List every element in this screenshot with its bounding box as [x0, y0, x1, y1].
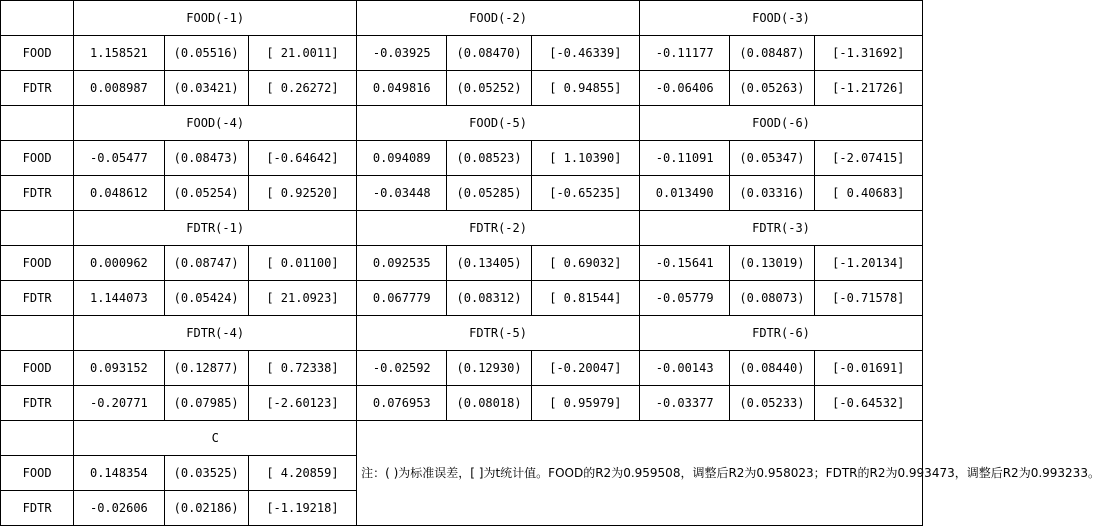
- value-cell: (0.05424): [164, 281, 248, 316]
- header-row: [1, 106, 923, 141]
- equation-name: FOOD: [1, 456, 74, 491]
- header-row: [1, 1, 923, 36]
- value-cell: (0.07985): [164, 386, 248, 421]
- value-cell: 0.092535: [357, 246, 447, 281]
- value-cell: -0.03377: [640, 386, 730, 421]
- header-row: [1, 211, 923, 246]
- value-cell: 0.094089: [357, 141, 447, 176]
- value-cell: [ 0.69032]: [531, 246, 639, 281]
- value-cell: (0.13019): [730, 246, 814, 281]
- equation-name: FOOD: [1, 351, 74, 386]
- value-cell: [ 0.95979]: [531, 386, 639, 421]
- value-cell: 0.148354: [74, 456, 164, 491]
- value-cell: 0.067779: [357, 281, 447, 316]
- regressor-header: FDTR(-2): [357, 211, 640, 246]
- value-cell: [-1.31692]: [814, 36, 922, 71]
- value-cell: (0.05263): [730, 71, 814, 106]
- value-cell: [ 0.72338]: [248, 351, 356, 386]
- value-cell: (0.03525): [164, 456, 248, 491]
- value-cell: -0.05779: [640, 281, 730, 316]
- value-cell: -0.00143: [640, 351, 730, 386]
- value-cell: [-1.20134]: [814, 246, 922, 281]
- value-cell: 1.144073: [74, 281, 164, 316]
- value-cell: (0.08440): [730, 351, 814, 386]
- value-cell: [-0.65235]: [531, 176, 639, 211]
- equation-name: FDTR: [1, 71, 74, 106]
- regressor-header: FOOD(-3): [640, 1, 923, 36]
- equation-row: [1, 36, 923, 71]
- value-cell: -0.02592: [357, 351, 447, 386]
- regressor-header: FOOD(-6): [640, 106, 923, 141]
- value-cell: -0.02606: [74, 491, 164, 526]
- equation-row: [1, 71, 923, 106]
- value-cell: [-1.19218]: [248, 491, 356, 526]
- value-cell: (0.05347): [730, 141, 814, 176]
- value-cell: 0.048612: [74, 176, 164, 211]
- value-cell: (0.05254): [164, 176, 248, 211]
- value-cell: -0.15641: [640, 246, 730, 281]
- value-cell: (0.05252): [447, 71, 531, 106]
- regressor-header: FDTR(-6): [640, 316, 923, 351]
- value-cell: 0.093152: [74, 351, 164, 386]
- equation-row: [1, 141, 923, 176]
- regressor-header: FOOD(-1): [74, 1, 357, 36]
- value-cell: [-1.21726]: [814, 71, 922, 106]
- value-cell: 0.049816: [357, 71, 447, 106]
- regressor-header: FDTR(-4): [74, 316, 357, 351]
- equation-name: FDTR: [1, 491, 74, 526]
- value-cell: [-2.60123]: [248, 386, 356, 421]
- value-cell: [ 0.81544]: [531, 281, 639, 316]
- corner-cell: [1, 421, 74, 456]
- corner-cell: [1, 211, 74, 246]
- value-cell: (0.08473): [164, 141, 248, 176]
- value-cell: 0.076953: [357, 386, 447, 421]
- value-cell: [-0.71578]: [814, 281, 922, 316]
- value-cell: (0.08523): [447, 141, 531, 176]
- equation-row: [1, 176, 923, 211]
- value-cell: (0.05233): [730, 386, 814, 421]
- value-cell: [-0.64532]: [814, 386, 922, 421]
- equation-name: FDTR: [1, 281, 74, 316]
- value-cell: [ 4.20859]: [248, 456, 356, 491]
- value-cell: (0.08312): [447, 281, 531, 316]
- regressor-header: FOOD(-2): [357, 1, 640, 36]
- equation-name: FOOD: [1, 36, 74, 71]
- value-cell: [ 0.26272]: [248, 71, 356, 106]
- equation-row: [1, 246, 923, 281]
- value-cell: [ 0.94855]: [531, 71, 639, 106]
- corner-cell: [1, 1, 74, 36]
- value-cell: [ 21.0011]: [248, 36, 356, 71]
- value-cell: (0.05285): [447, 176, 531, 211]
- header-row: [1, 316, 923, 351]
- value-cell: (0.08470): [447, 36, 531, 71]
- equation-name: FOOD: [1, 141, 74, 176]
- value-cell: (0.05516): [164, 36, 248, 71]
- value-cell: 1.158521: [74, 36, 164, 71]
- value-cell: (0.03316): [730, 176, 814, 211]
- value-cell: 0.000962: [74, 246, 164, 281]
- value-cell: -0.03925: [357, 36, 447, 71]
- equation-row: [1, 351, 923, 386]
- regressor-header: FDTR(-1): [74, 211, 357, 246]
- value-cell: [ 1.10390]: [531, 141, 639, 176]
- regressor-header: C: [74, 421, 357, 456]
- value-cell: [ 21.0923]: [248, 281, 356, 316]
- equation-row: [1, 281, 923, 316]
- value-cell: (0.13405): [447, 246, 531, 281]
- value-cell: [ 0.01100]: [248, 246, 356, 281]
- value-cell: 0.013490: [640, 176, 730, 211]
- value-cell: [-0.64642]: [248, 141, 356, 176]
- value-cell: (0.08487): [730, 36, 814, 71]
- value-cell: [-0.46339]: [531, 36, 639, 71]
- value-cell: [-0.20047]: [531, 351, 639, 386]
- value-cell: [-0.01691]: [814, 351, 922, 386]
- value-cell: [-2.07415]: [814, 141, 922, 176]
- value-cell: -0.11091: [640, 141, 730, 176]
- value-cell: (0.08073): [730, 281, 814, 316]
- value-cell: [ 0.92520]: [248, 176, 356, 211]
- value-cell: (0.12930): [447, 351, 531, 386]
- equation-name: FOOD: [1, 246, 74, 281]
- corner-cell: [1, 106, 74, 141]
- value-cell: -0.03448: [357, 176, 447, 211]
- value-cell: -0.05477: [74, 141, 164, 176]
- header-row: [1, 421, 923, 456]
- regressor-header: FDTR(-3): [640, 211, 923, 246]
- value-cell: [ 0.40683]: [814, 176, 922, 211]
- equation-name: FDTR: [1, 386, 74, 421]
- value-cell: (0.02186): [164, 491, 248, 526]
- value-cell: (0.03421): [164, 71, 248, 106]
- equation-name: FDTR: [1, 176, 74, 211]
- value-cell: (0.08018): [447, 386, 531, 421]
- regressor-header: FOOD(-5): [357, 106, 640, 141]
- corner-cell: [1, 316, 74, 351]
- value-cell: -0.06406: [640, 71, 730, 106]
- value-cell: -0.11177: [640, 36, 730, 71]
- table-note: 注：( )为标准误差，[ ]为t统计值。FOOD的R2为0.959508，调整后R2为0.958023；FDTR的R2为0.993473，调整后R2为0.993233。: [357, 421, 923, 526]
- equation-row: [1, 386, 923, 421]
- regressor-header: FOOD(-4): [74, 106, 357, 141]
- value-cell: (0.12877): [164, 351, 248, 386]
- regressor-header: FDTR(-5): [357, 316, 640, 351]
- value-cell: -0.20771: [74, 386, 164, 421]
- value-cell: 0.008987: [74, 71, 164, 106]
- value-cell: (0.08747): [164, 246, 248, 281]
